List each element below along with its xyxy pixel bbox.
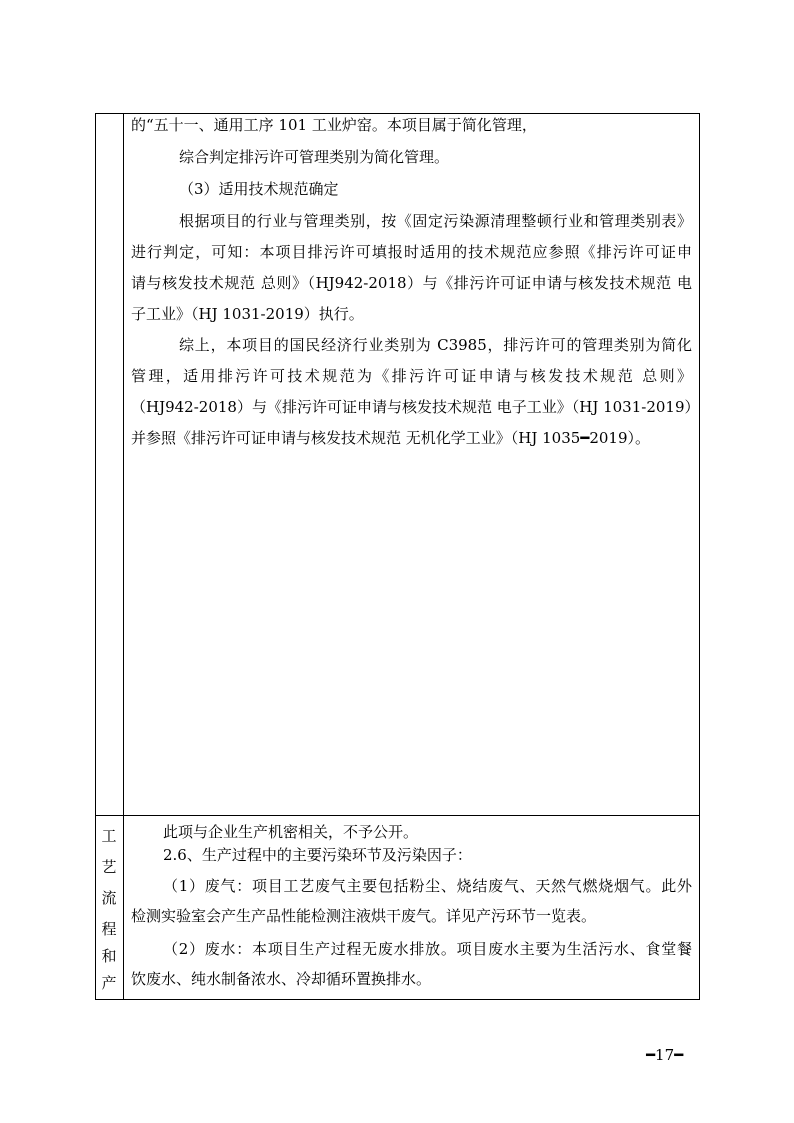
text-line: （1）废气：项目工艺废气主要包括粉尘、烧结废气、天然气燃烧烟气。此外: [163, 877, 692, 895]
text-line: 根据项目的行业与管理类别，按《固定污染源清理整顿行业和管理类别表》: [179, 212, 692, 230]
text-line: 请与核发技术规范 总则》（HJ942-2018）与《排污许可证申请与核发技术规范 电: [131, 274, 692, 292]
text-line: 综合判定排污许可管理类别为简化管理。: [179, 148, 450, 166]
section-heading: （3）适用技术规范确定: [179, 180, 339, 198]
section-heading: 2.6、生产过程中的主要污染环节及污染因子：: [163, 846, 472, 864]
text-line: 的“五十一、通用工序 101 工业炉窑。本项目属于简化管理，: [131, 116, 537, 134]
page-number: ━17━: [646, 1046, 684, 1064]
text-line: 子工业》（HJ 1031-2019）执行。: [131, 305, 364, 323]
text-line: 综上，本项目的国民经济行业类别为 C3985，排污许可的管理类别为简化: [179, 336, 692, 354]
text-line: 饮废水、纯水制备浓水、冷却循环置换排水。: [131, 970, 432, 988]
column-divider: [123, 113, 124, 1000]
side-label-char: 和: [101, 947, 117, 965]
side-label-char: 艺: [101, 858, 117, 876]
side-label-char: 工: [101, 827, 117, 845]
text-line: 进行判定，可知：本项目排污许可填报时适用的技术规范应参照《排污许可证申: [131, 243, 692, 261]
row-divider: [95, 815, 700, 816]
side-label-char: 流: [101, 889, 117, 907]
text-line: 此项与企业生产机密相关，不予公开。: [163, 823, 419, 841]
text-line: （HJ942-2018）与《排污许可证申请与核发技术规范 电子工业》（HJ 1031-2019）: [131, 398, 700, 416]
text-line: 管理，适用排污许可技术规范为《排污许可证申请与核发技术规范 总则》: [131, 367, 692, 385]
text-line: 检测实验室会产生产品性能检测注液烘干废气。详见产污环节一览表。: [131, 907, 597, 925]
text-line: 并参照《排污许可证申请与核发技术规范 无机化学工业》（HJ 1035━2019）。: [131, 429, 651, 447]
side-label-char: 产: [101, 974, 117, 992]
side-label-char: 程: [101, 920, 117, 938]
text-line: （2）废水：本项目生产过程无废水排放。项目废水主要为生活污水、食堂餐: [163, 940, 692, 958]
